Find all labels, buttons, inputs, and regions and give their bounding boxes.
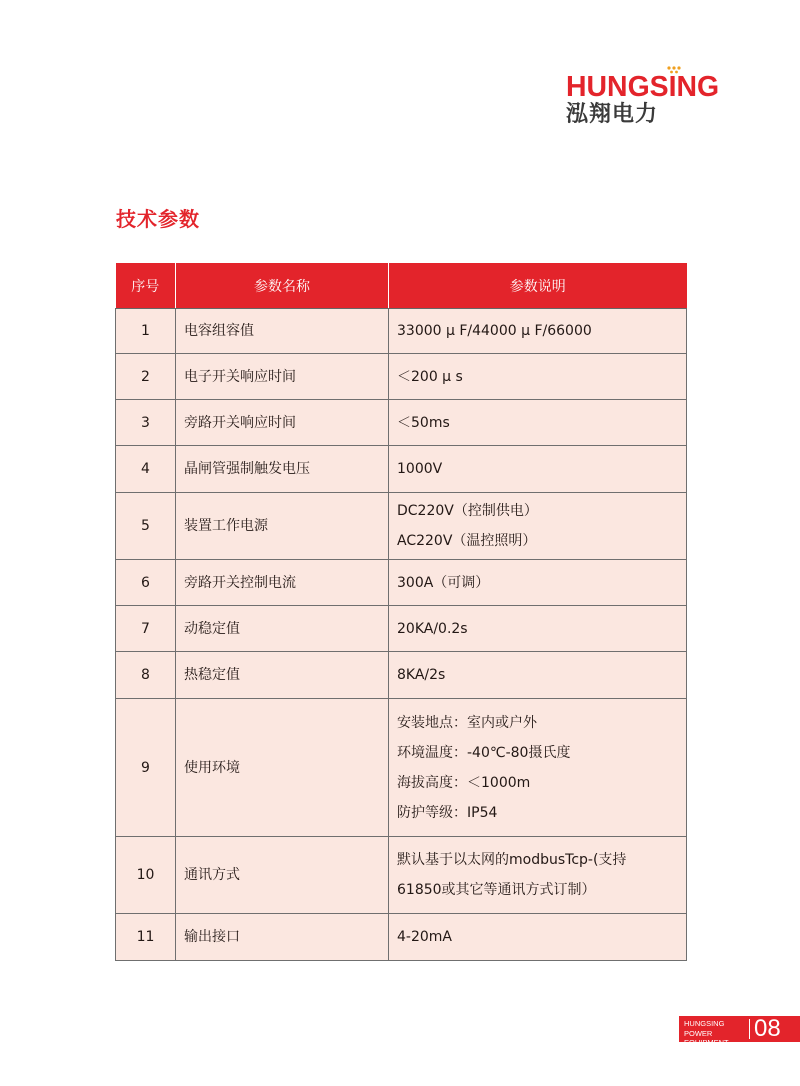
row-index: 10: [116, 837, 176, 914]
row-index: 1: [116, 309, 176, 354]
row-param-desc: [389, 652, 687, 699]
param-desc-line: AC220V（温控照明）: [397, 533, 537, 549]
footer-company-line1: HUNGSING POWER: [684, 1019, 725, 1038]
row-param-name: 通讯方式: [176, 837, 389, 914]
param-desc-line: 4-20mA: [397, 929, 452, 945]
param-desc-line: 海拔高度：＜1000m: [397, 774, 531, 791]
parameters-table: [115, 263, 687, 961]
section-title: 技术参数: [116, 207, 200, 231]
param-desc-line: 环境温度：-40℃-80摄氏度: [397, 744, 571, 761]
param-desc-line: 安装地点：室内或户外: [397, 714, 537, 731]
row-param-desc: [389, 446, 687, 493]
param-desc-line: 20KA/0.2s: [397, 620, 468, 637]
header-param-desc: 参数说明: [389, 263, 687, 309]
row-param-name: 晶闸管强制触发电压: [176, 446, 389, 493]
row-index: 6: [116, 560, 176, 606]
param-desc-line: 33000 μ F/44000 μ F/66000: [397, 323, 592, 339]
row-param-desc: [389, 354, 687, 400]
param-desc-line: 8KA/2s: [397, 667, 446, 683]
header-index: 序号: [116, 263, 176, 309]
table-row: [116, 446, 687, 493]
table-row: [116, 837, 687, 914]
brand-name-en: HUNGSING: [566, 71, 720, 103]
table-row: [116, 309, 687, 354]
footer-company: [684, 1019, 748, 1048]
row-param-name: 输出接口: [176, 914, 389, 961]
row-param-desc: [389, 837, 687, 914]
param-desc-line: ＜200 μ s: [397, 368, 463, 385]
row-index: 3: [116, 400, 176, 446]
row-index: 9: [116, 699, 176, 837]
table-row: [116, 652, 687, 699]
param-desc-line: 300A（可调）: [397, 574, 490, 591]
table-row: [116, 493, 687, 560]
brand-name-cn: 泓翔电力: [566, 102, 659, 127]
table-header-row: [116, 263, 687, 309]
footer-company-line2: EQUIPMENT: [684, 1038, 729, 1047]
brand-logo: [566, 72, 726, 128]
row-param-name: 动稳定值: [176, 606, 389, 652]
param-desc-line: 默认基于以太网的modbusTcp-(支持: [397, 852, 627, 868]
param-desc-line: 1000V: [397, 461, 443, 477]
row-index: 7: [116, 606, 176, 652]
page-number: 08: [754, 1015, 781, 1042]
row-param-name: 电容组容值: [176, 309, 389, 354]
header-param-name: 参数名称: [176, 263, 389, 309]
table-row: [116, 699, 687, 837]
row-param-desc: [389, 560, 687, 606]
param-desc-line: ＜50ms: [397, 414, 450, 431]
row-param-desc: [389, 606, 687, 652]
param-desc-line: DC220V（控制供电）: [397, 503, 538, 519]
table-row: [116, 606, 687, 652]
param-desc-line: 防护等级：IP54: [397, 804, 498, 821]
row-param-name: 使用环境: [176, 699, 389, 837]
param-desc-line: 61850或其它等通讯方式订制）: [397, 882, 596, 898]
row-index: 2: [116, 354, 176, 400]
row-index: 11: [116, 914, 176, 961]
row-param-name: 旁路开关响应时间: [176, 400, 389, 446]
row-index: 4: [116, 446, 176, 493]
row-param-name: 热稳定值: [176, 652, 389, 699]
table-row: [116, 914, 687, 961]
row-param-desc: [389, 914, 687, 961]
row-param-name: 旁路开关控制电流: [176, 560, 389, 606]
table-row: [116, 354, 687, 400]
table-row: [116, 400, 687, 446]
row-index: 5: [116, 493, 176, 560]
table-row: [116, 560, 687, 606]
row-index: 8: [116, 652, 176, 699]
row-param-name: 电子开关响应时间: [176, 354, 389, 400]
row-param-name: 装置工作电源: [176, 493, 389, 560]
row-param-desc: [389, 309, 687, 354]
row-param-desc: [389, 493, 687, 560]
row-param-desc: [389, 699, 687, 837]
footer-divider: [749, 1019, 750, 1039]
row-param-desc: [389, 400, 687, 446]
